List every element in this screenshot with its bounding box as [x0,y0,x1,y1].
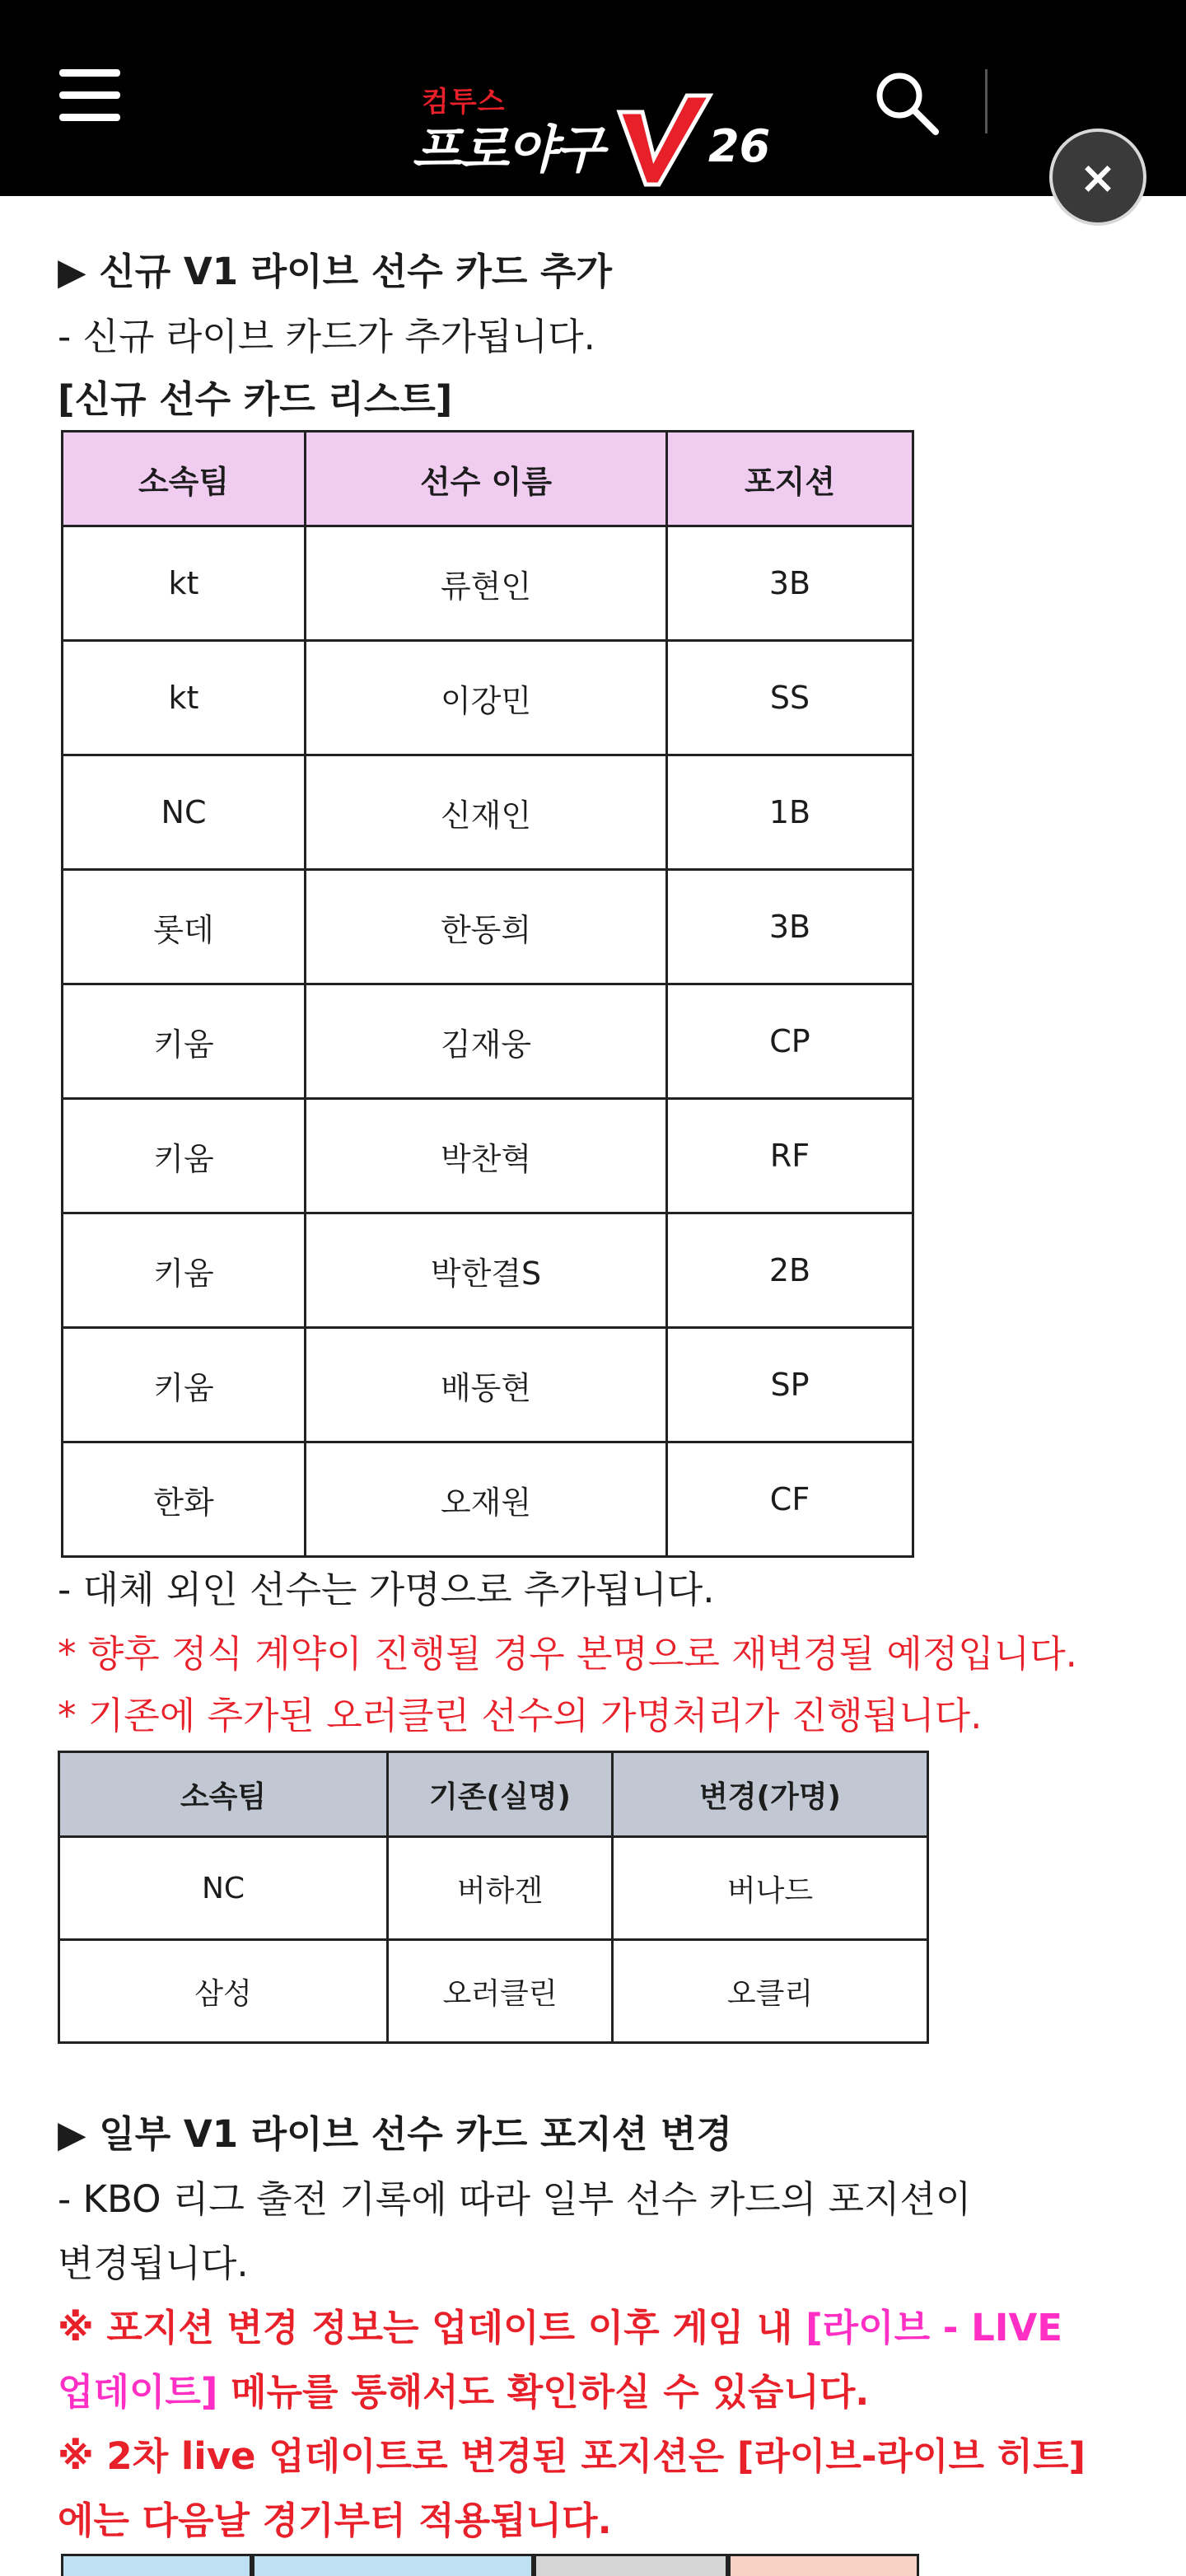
search-icon[interactable] [871,68,941,137]
table-row [63,1213,913,1328]
column-header: 기존(실명) [388,1752,613,1837]
team-cell: 키움 [63,1099,306,1213]
section2-note1: * 향후 정식 계약이 진행될 경우 본명으로 재변경될 예정입니다. [58,1632,1077,1676]
section3-heading: ▶ 일부 V1 라이브 선수 카드 포지션 변경 [58,2112,732,2156]
header-divider [985,69,988,133]
team-cell: kt [63,526,306,641]
real-name-cell: 오러클린 [388,1940,613,2043]
table-row [63,1328,913,1442]
team-cell: NC [59,1837,388,1940]
section2-note2: * 기존에 추가된 오러클린 선수의 가명처리가 진행됩니다. [58,1694,983,1737]
team-cell: 키움 [63,1328,306,1442]
table-header-row [59,1752,928,1837]
table-row [63,1099,913,1213]
player-name-cell: 류현인 [306,526,667,641]
alias-change-table [58,1751,929,2044]
team-cell: kt [63,641,306,755]
table-row [63,641,913,755]
section1-desc: - 신규 라이브 카드가 추가됩니다. [58,315,595,358]
player-name-cell: 이강민 [306,641,667,755]
column-header: 변경(가명) [613,1752,928,1837]
notice1-text-a: ※ 포지션 변경 정보는 업데이트 이후 게임 내 [58,2306,806,2349]
logo-number: 26 [708,120,771,172]
alias-cell: 오클리 [613,1940,928,2043]
table-row [63,526,913,641]
section3-notice2-line1: ※ 2차 live 업데이트로 변경된 포지션은 [라이브-라이브 히트] [58,2434,1086,2478]
new-card-list-title: [신규 선수 카드 리스트] [58,377,453,421]
notice-content [58,239,1128,2553]
team-cell: 롯데 [63,870,306,984]
team-cell: 한화 [63,1442,306,1557]
section3-notice1-line1 [58,2296,1128,2360]
player-name-cell: 박찬혁 [306,1099,667,1213]
game-logo[interactable] [412,79,782,194]
position-cell: 3B [667,870,913,984]
position-cell: RF [667,1099,913,1213]
column-header: 소속팀 [63,432,306,526]
column-header: 선수 이름 [306,432,667,526]
section2-desc: - 대체 외인 선수는 가명으로 추가됩니다. [58,1568,715,1611]
table-row [63,1442,913,1557]
table-row [59,1837,928,1940]
section3-notice2-line2: 에는 다음날 경기부터 적용됩니다. [58,2499,612,2542]
table-header-row [63,432,913,526]
table-row [63,870,913,984]
column-header: 소속팀 [59,1752,388,1837]
player-name-cell: 한동희 [306,870,667,984]
hamburger-menu-icon[interactable] [59,69,120,122]
position-change-table-top [61,2554,934,2574]
new-player-card-table [61,430,914,1558]
table-row [63,984,913,1099]
team-cell: 삼성 [59,1940,388,2043]
position-cell: 2B [667,1213,913,1328]
team-cell: 키움 [63,984,306,1099]
position-cell: CF [667,1442,913,1557]
logo-big-text: 프로야구 [412,119,603,180]
team-cell: 키움 [63,1213,306,1328]
close-icon[interactable] [1053,132,1143,222]
real-name-cell: 버하겐 [388,1837,613,1940]
section3-notice1-line2 [58,2360,1128,2424]
section3-desc-line2: 변경됩니다. [58,2242,249,2285]
table-row [59,1940,928,2043]
position-cell: 3B [667,526,913,641]
position-cell: SS [667,641,913,755]
player-name-cell: 김재웅 [306,984,667,1099]
position-cell: CP [667,984,913,1099]
live-update-menu-link[interactable]: [라이브 - LIVE [805,2306,1063,2349]
logo-small-text: 컴투스 [422,86,506,119]
logo-v-mark-icon [595,87,718,194]
alias-cell: 버나드 [613,1837,928,1940]
position-cell: SP [667,1328,913,1442]
section1-heading: ▶ 신규 V1 라이브 선수 카드 추가 [58,250,612,293]
team-cell: NC [63,755,306,870]
table-row [63,755,913,870]
player-name-cell: 오재원 [306,1442,667,1557]
app-header [0,0,1186,196]
player-name-cell: 신재인 [306,755,667,870]
player-name-cell: 배동현 [306,1328,667,1442]
section3-desc-line1: - KBO 리그 출전 기록에 따라 일부 선수 카드의 포지션이 [58,2177,972,2221]
live-update-menu-link-cont[interactable]: 업데이트] [58,2370,218,2414]
player-name-cell: 박한결S [306,1213,667,1328]
column-header: 포지션 [667,432,913,526]
notice1-text-b: 메뉴를 통해서도 확인하실 수 있습니다. [217,2370,870,2414]
close-symbol: × [1079,151,1117,203]
position-cell: 1B [667,755,913,870]
